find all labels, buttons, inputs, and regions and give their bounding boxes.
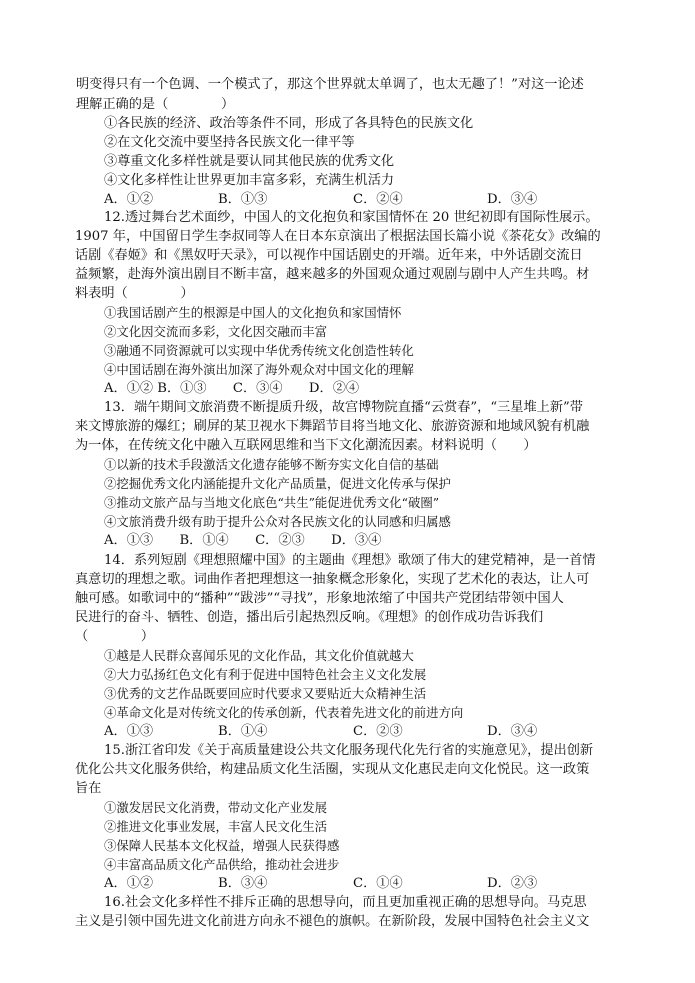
q16-stem-line-1: 16.社会文化多样性不排斥正确的思想导向，而且更加重视正确的思想导向。马克思 (104, 895, 587, 910)
q13-option-2: ②挖掘优秀文化内涵能提升文化产品质量，促进文化传承与保护 (104, 476, 451, 491)
q16-stem-line-2: 主义是引领中国先进文化前进方向永不褪色的旗帜。在新阶段，发展中国特色社会主义文 (75, 914, 590, 929)
q14-stem-line-3: 触可感。如歌词中的“播种”“跋涉”“寻找”，形象地浓缩了中国共产党团结带领中国人 (75, 591, 564, 606)
q14-option-4: ④革命文化是对传统文化的传承创新，代表着先进文化的前进方向 (104, 705, 464, 720)
q11-option-1: ①各民族的经济、政治等条件不同，形成了各具特色的民族文化 (104, 116, 474, 131)
q13-option-4: ④文旅消费升级有助于提升公众对各民族文化的认同感和归属感 (104, 514, 451, 529)
q14-stem-line-1: 14．系列短剧《理想照耀中国》的主题曲《理想》歌颂了伟大的建党精神，是一首情 (104, 553, 596, 568)
q12-stem-line-3: 话剧《春姬》和《黑奴吁天录》，可以视作中国话剧史的开端。近年来，中外话剧交流日 (75, 248, 583, 263)
q11-stem-line-1: 明变得只有一个色调、一个模式了，那这个世界就太单调了，也太无趣了！”对这一论述 (76, 77, 584, 92)
q14-stem-line-2: 真意切的理想之歌。词曲作者把理想这一抽象概念形象化，实现了艺术化的表达，让人可 (75, 572, 590, 587)
q15-choice-a: A．①② (104, 876, 154, 891)
q11-choice-d: D．③④ (487, 192, 538, 207)
q15-choice-b: B．③④ (218, 876, 268, 891)
q14-stem-line-4: 民进行的奋斗、牺牲、创造，播出后引起热烈反响。《理想》的创作成功告诉我们 (75, 610, 544, 625)
q11-option-4: ④文化多样性让世界更加丰富多彩，充满生机活力 (104, 173, 395, 188)
q14-option-1: ①越是人民群众喜闻乐见的文化作品，其文化价值就越大 (104, 648, 414, 663)
q12-stem-line-1: 12.透过舞台艺术面纱，中国人的文化抱负和家国情怀在 20 世纪初即有国际性展示。 (104, 210, 599, 225)
q15-choice-d: D．②③ (487, 876, 538, 891)
q12-choices: A．①② B．①③ C．③④ D．②④ (104, 381, 360, 396)
q11-option-2: ②在文化交流中要坚持各民族文化一律平等 (104, 135, 355, 150)
q13-choices: A．①③ B．①④ C．②③ D．③④ (104, 533, 382, 548)
q13-stem-line-3: 为一体，在传统文化中融入互联网思维和当下文化潮流因素。材料说明（ ） (75, 438, 537, 453)
q12-option-3: ③融通不同资源就可以实现中华优秀传统文化创造性转化 (104, 343, 414, 358)
q11-choice-b: B．①③ (218, 192, 268, 207)
q14-choice-b: B．①④ (218, 724, 268, 739)
q11-choice-a: A．①② (104, 192, 154, 207)
q12-stem-line-5: 料表明（ ） (75, 286, 194, 301)
q15-stem-line-3: 旨在 (75, 781, 102, 796)
q15-option-3: ③保障人民基本文化权益，增强人民获得感 (104, 838, 340, 853)
q14-choice-c: C．②③ (353, 724, 403, 739)
q15-stem-line-1: 15.浙江省印发《关于高质量建设公共文化服务现代化先行省的实施意见》，提出创新 (104, 743, 594, 758)
q13-stem-line-1: 13．端午期间文旅消费不断提质升级，故宫博物院直播“云赏春”，“三星堆上新”带 (104, 400, 583, 415)
q12-stem-line-4: 益频繁，赴海外演出剧目不断丰富，越来越多的外国观众通过观剧与剧中人产生共鸣。材 (75, 267, 590, 282)
q15-choice-c: C．①④ (353, 876, 403, 891)
q15-option-2: ②推进文化事业发展，丰富人民文化生活 (104, 819, 328, 834)
q12-option-1: ①我国话剧产生的根源是中国人的文化抱负和家国情怀 (104, 305, 402, 320)
q15-stem-line-2: 优化公共文化服务供给，构建品质文化生活圈，实现从文化惠民走向文化悦民。这一政策 (75, 762, 590, 777)
q14-choice-d: D．③④ (487, 724, 538, 739)
q11-stem-line-2: 理解正确的是（ ） (76, 97, 235, 112)
q14-choice-a: A．①③ (104, 724, 154, 739)
q14-option-2: ②大力弘扬红色文化有利于促进中国特色社会主义文化发展 (104, 667, 427, 682)
q12-option-2: ②文化因交流而多彩，文化因交融而丰富 (104, 324, 328, 339)
q15-option-4: ④丰富高品质文化产品供给，推动社会进步 (104, 857, 340, 872)
q15-option-1: ①激发居民文化消费，带动文化产业发展 (104, 800, 328, 815)
q11-choice-c: C．②④ (353, 192, 403, 207)
q13-stem-line-2: 来文博旅游的爆红；刷屏的某卫视水下舞蹈节目将当地文化、旅游资源和地域风貌有机融 (75, 419, 590, 434)
q14-stem-line-5: （ ） (75, 629, 155, 644)
q13-option-1: ①以新的技术手段激活文化遗存能够不断夯实文化自信的基础 (104, 457, 439, 472)
q14-option-3: ③优秀的文艺作品既要回应时代要求又要贴近大众精神生活 (104, 686, 427, 701)
q13-option-3: ③推动文旅产品与当地文化底色“共生”能促进优秀文化“破圈” (104, 495, 440, 510)
q12-option-4: ④中国话剧在海外演出加深了海外观众对中国文化的理解 (104, 362, 414, 377)
q11-option-3: ③尊重文化多样性就是要认同其他民族的优秀文化 (104, 154, 395, 169)
q12-stem-line-2: 1907 年，中国留日学生李叔同等人在日本东京演出了根据法国长篇小说《茶花女》改编的 (75, 229, 601, 244)
